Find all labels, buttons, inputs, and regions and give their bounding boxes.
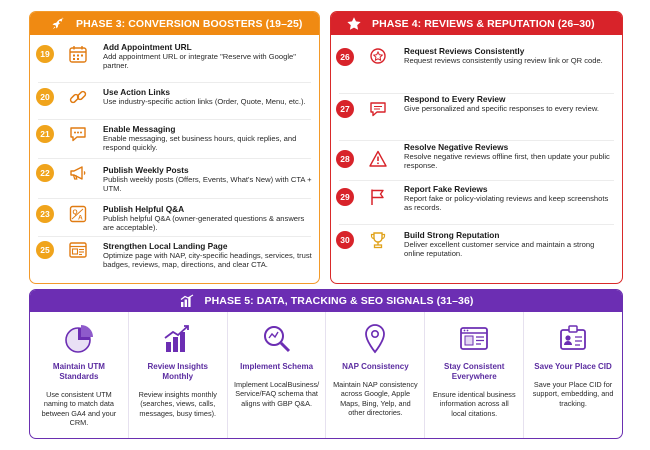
item-title: Report Fake Reviews — [404, 184, 488, 194]
phase3-item-20 — [103, 87, 313, 106]
rocket-icon — [50, 16, 66, 32]
step-number-25: 25 — [36, 241, 54, 259]
item-title: Publish Helpful Q&A — [103, 204, 185, 214]
growth-chart-icon — [129, 318, 227, 360]
review-badge-icon — [367, 46, 389, 68]
divider — [38, 158, 311, 159]
item-desc: Publish weekly posts (Offers, Events, What's New) with CTA + UTM. — [103, 175, 312, 194]
link-icon — [67, 86, 89, 108]
item-title: Publish Weekly Posts — [103, 165, 189, 175]
divider — [38, 236, 311, 237]
chat-icon — [67, 123, 89, 145]
item-title: Implement Schema — [240, 362, 314, 371]
divider — [38, 198, 311, 199]
phase5-panel — [29, 289, 623, 439]
phase3-title: PHASE 3: CONVERSION BOOSTERS (19–25) — [76, 17, 303, 30]
divider — [339, 224, 614, 225]
step-number-29: 29 — [336, 188, 354, 206]
trophy-icon — [367, 229, 389, 251]
phase4-item-28 — [404, 142, 616, 171]
reply-icon — [367, 98, 389, 120]
item-title: Request Reviews Consistently — [404, 46, 525, 56]
item-desc: Report fake or policy-violating reviews and keep screenshots as records. — [404, 194, 609, 213]
megaphone-icon — [67, 162, 89, 184]
item-desc: Enable messaging, set business hours, quick replies, and respond quickly. — [103, 134, 297, 153]
phase3-item-21 — [103, 124, 313, 153]
phase4-item-26 — [404, 46, 616, 65]
id-card-icon — [524, 318, 622, 360]
step-number-22: 22 — [36, 164, 54, 182]
item-title: Maintain UTM Standards — [52, 362, 105, 381]
item-desc: Deliver excellent customer service and maintain a strong online reputation. — [404, 240, 595, 259]
item-title: Stay Consistent Everywhere — [443, 362, 505, 381]
phase4-item-30 — [404, 230, 616, 259]
phase4-header — [331, 12, 622, 35]
item-desc: Resolve negative reviews offline first, then update your public response. — [404, 152, 610, 171]
divider — [339, 140, 614, 141]
item-desc: Maintain NAP consistency across Google, Apple Maps, Bing, Yelp, and other directories. — [333, 380, 418, 418]
item-desc: Add appointment URL or integrate "Reserve with Google" partner. — [103, 52, 296, 71]
phase5-columns — [30, 312, 622, 438]
divider — [38, 82, 311, 83]
step-number-21: 21 — [36, 125, 54, 143]
phase3-item-25 — [103, 241, 313, 270]
step-number-23: 23 — [36, 205, 54, 223]
phase3-header — [30, 12, 319, 35]
step-number-20: 20 — [36, 88, 54, 106]
bar-chart-icon — [179, 293, 195, 309]
divider — [38, 119, 311, 120]
item-desc: Give personalized and specific responses to every review. — [404, 104, 600, 113]
phase4-panel — [330, 11, 623, 284]
item-desc: Optimize page with NAP, city-specific headings, services, trust badges, reviews, map, directions, and clear CTA. — [103, 251, 312, 270]
step-number-26: 26 — [336, 48, 354, 66]
phase5-title: PHASE 5: DATA, TRACKING & SEO SIGNALS (31–36) — [204, 295, 474, 307]
star-icon — [346, 16, 362, 32]
calendar-icon — [67, 43, 89, 65]
item-title: Respond to Every Review — [404, 94, 506, 104]
item-desc: Implement LocalBusiness/ Service/FAQ schema that aligns with GBP Q&A. — [233, 380, 320, 408]
divider — [339, 180, 614, 181]
qa-icon — [67, 203, 89, 225]
schema-search-icon — [228, 318, 326, 360]
item-title: Strengthen Local Landing Page — [103, 241, 228, 251]
phase4-item-27 — [404, 94, 616, 113]
item-desc: Publish helpful Q&A (owner-generated questions & answers are acceptable). — [103, 214, 305, 233]
phase3-item-19 — [103, 42, 313, 71]
item-desc: Ensure identical business information across all local citations. — [432, 390, 516, 418]
flag-icon — [367, 186, 389, 208]
warning-icon — [367, 148, 389, 170]
item-title: NAP Consistency — [342, 362, 409, 371]
step-number-27: 27 — [336, 100, 354, 118]
step-number-19: 19 — [36, 45, 54, 63]
phase3-item-22 — [103, 165, 313, 194]
phase3-item-23 — [103, 204, 313, 233]
browser-window-icon — [425, 318, 523, 360]
landing-page-icon — [67, 239, 89, 261]
phase5-item-insights — [129, 312, 228, 438]
phase3-panel — [29, 11, 320, 284]
phase5-item-nap — [326, 312, 425, 438]
step-number-28: 28 — [336, 150, 354, 168]
location-pin-icon — [326, 318, 424, 360]
phase4-item-29 — [404, 184, 616, 213]
phase5-item-schema — [228, 312, 327, 438]
item-title: Resolve Negative Reviews — [404, 142, 509, 152]
item-desc: Use consistent UTM naming to match data between GA4 and your CRM. — [41, 390, 117, 428]
item-desc: Review insights monthly (searches, views, calls, messages, busy times). — [138, 390, 217, 418]
step-number-30: 30 — [336, 231, 354, 249]
phase5-item-utm — [30, 312, 129, 438]
svg-text:Q: Q — [72, 209, 78, 216]
phase5-header — [30, 290, 622, 312]
item-desc: Request reviews consistently using review link or QR code. — [404, 56, 603, 65]
item-desc: Use industry-specific action links (Order, Quote, Menu, etc.). — [103, 97, 306, 106]
item-title: Review Insights Monthly — [147, 362, 208, 381]
item-title: Build Strong Reputation — [404, 230, 500, 240]
pie-chart-icon — [30, 318, 128, 360]
item-title: Add Appointment URL — [103, 42, 192, 52]
svg-text:A: A — [78, 214, 83, 222]
phase5-item-consistent — [425, 312, 524, 438]
item-title: Save Your Place CID — [534, 362, 612, 371]
item-title: Enable Messaging — [103, 124, 176, 134]
item-title: Use Action Links — [103, 87, 171, 97]
item-desc: Save your Place CID for support, embedding, and tracking. — [532, 380, 614, 408]
phase5-item-cid — [524, 312, 622, 438]
phase4-title: PHASE 4: REVIEWS & REPUTATION (26–30) — [372, 17, 595, 30]
